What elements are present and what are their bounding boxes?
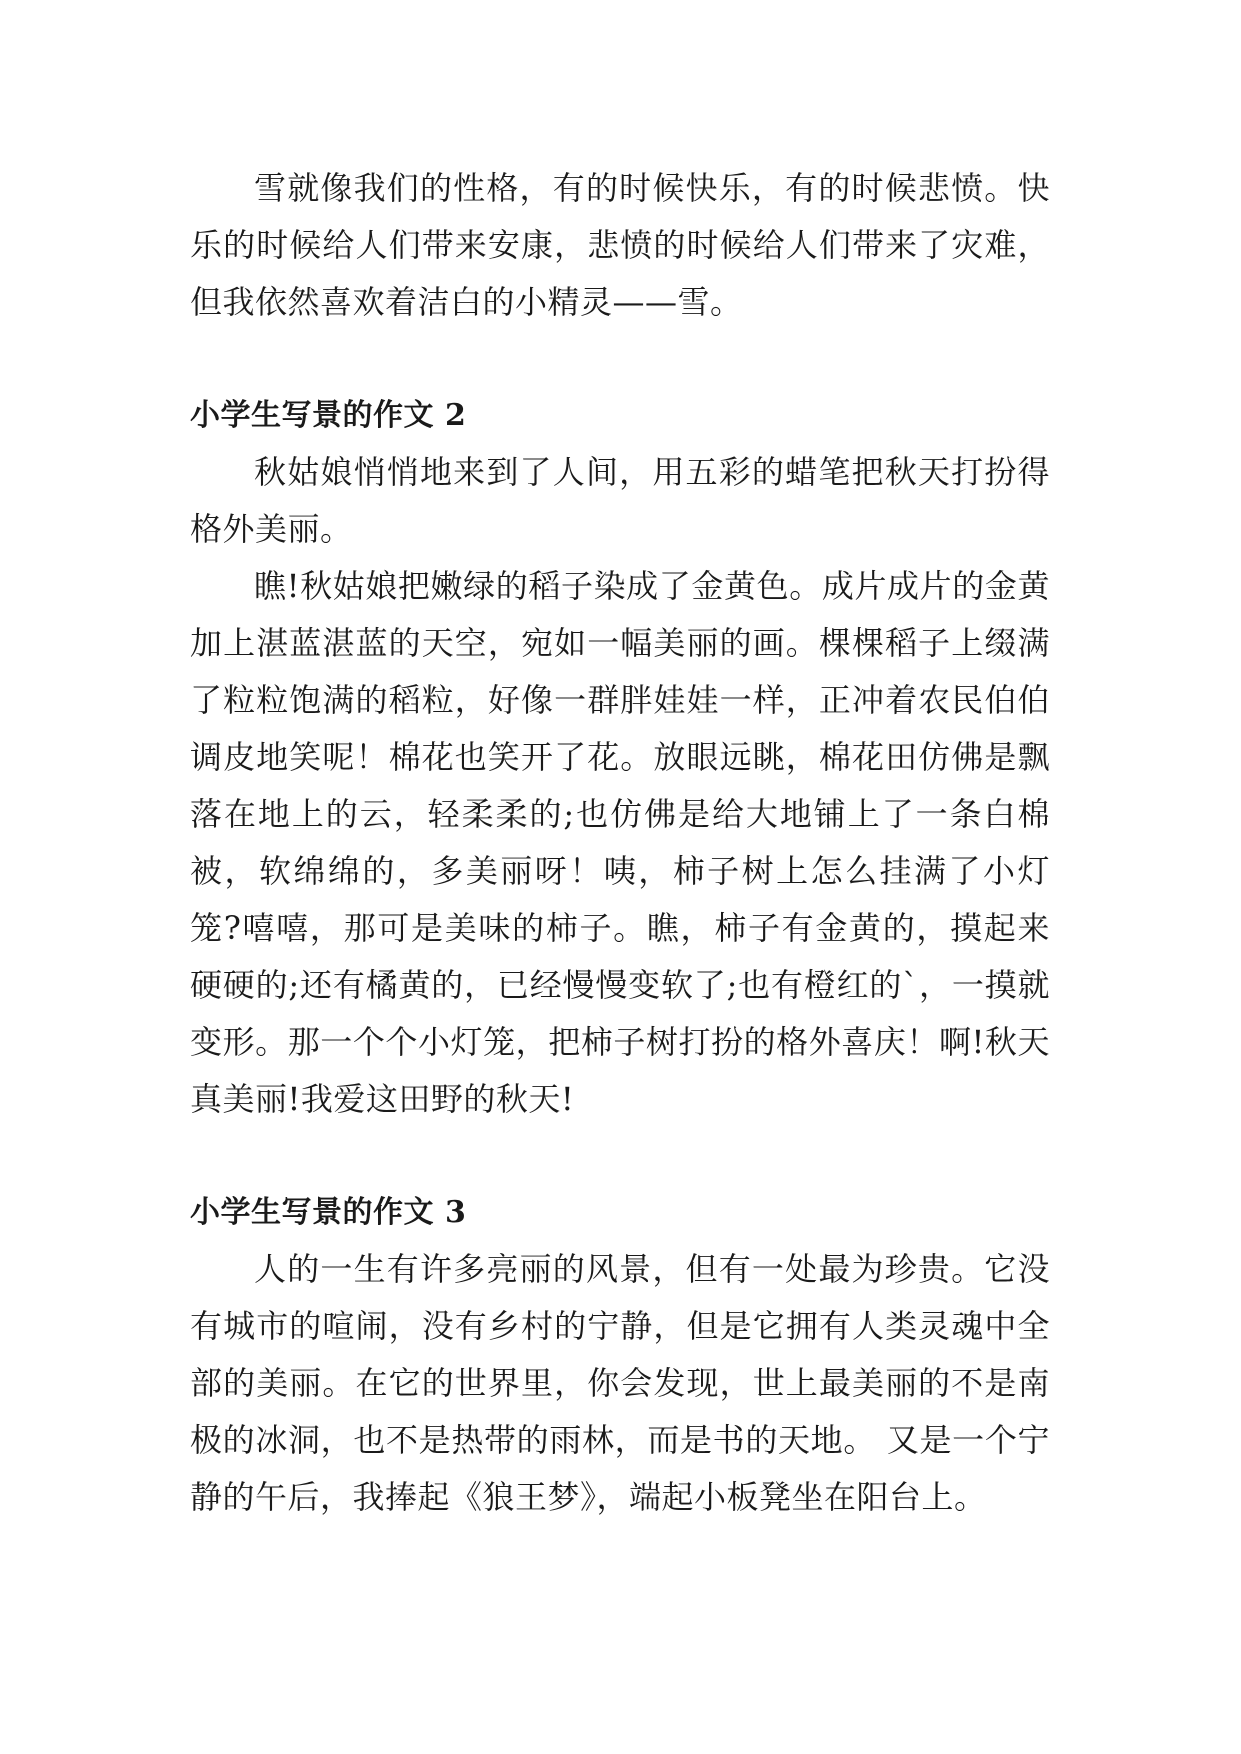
document-body [190,160,1050,1526]
paragraph: 人的一生有许多亮丽的风景，但有一处最为珍贵。它没有城市的喧闹，没有乡村的宁静，但是它拥有人类灵魂中全部的美丽。在它的世界里，你会发现，世上最美丽的不是南极的冰洞，也不是热带的雨林，而是书的天地。 又是一个宁静的午后，我捧起《狼王梦》，端起小板凳坐在阳台上。 [190,1250,1050,1516]
paragraph: 瞧!秋姑娘把嫩绿的稻子染成了金黄色。成片成片的金黄加上湛蓝湛蓝的天空，宛如一幅美丽的画。棵棵稻子上缀满了粒粒饱满的稻粒，好像一群胖娃娃一样，正冲着农民伯伯调皮地笑呢！棉花也笑开了花。放眼远眺，棉花田仿佛是飘落在地上的云，轻柔柔的;也仿佛是给大地铺上了一条白棉被，软绵绵的，多美丽呀！咦，柿子树上怎么挂满了小灯笼?嘻嘻，那可是美味的柿子。瞧，柿子有金黄的，摸起来硬硬的;还有橘黄的，已经慢慢变软了;也有橙红的`，一摸就变形。那一个个小灯笼，把柿子树打扮的格外喜庆！啊!秋天真美丽!我爱这田野的秋天! [190,567,1050,1118]
paragraph: 秋姑娘悄悄地来到了人间，用五彩的蜡笔把秋天打扮得格外美丽。 [190,453,1050,548]
paragraph: 雪就像我们的性格，有的时候快乐，有的时候悲愤。快乐的时候给人们带来安康，悲愤的时候给人们带来了灾难，但我依然喜欢着洁白的小精灵——雪。 [190,169,1050,321]
section-heading: 小学生写景的作文 2 [190,398,467,433]
section-heading: 小学生写景的作文 3 [190,1195,467,1230]
